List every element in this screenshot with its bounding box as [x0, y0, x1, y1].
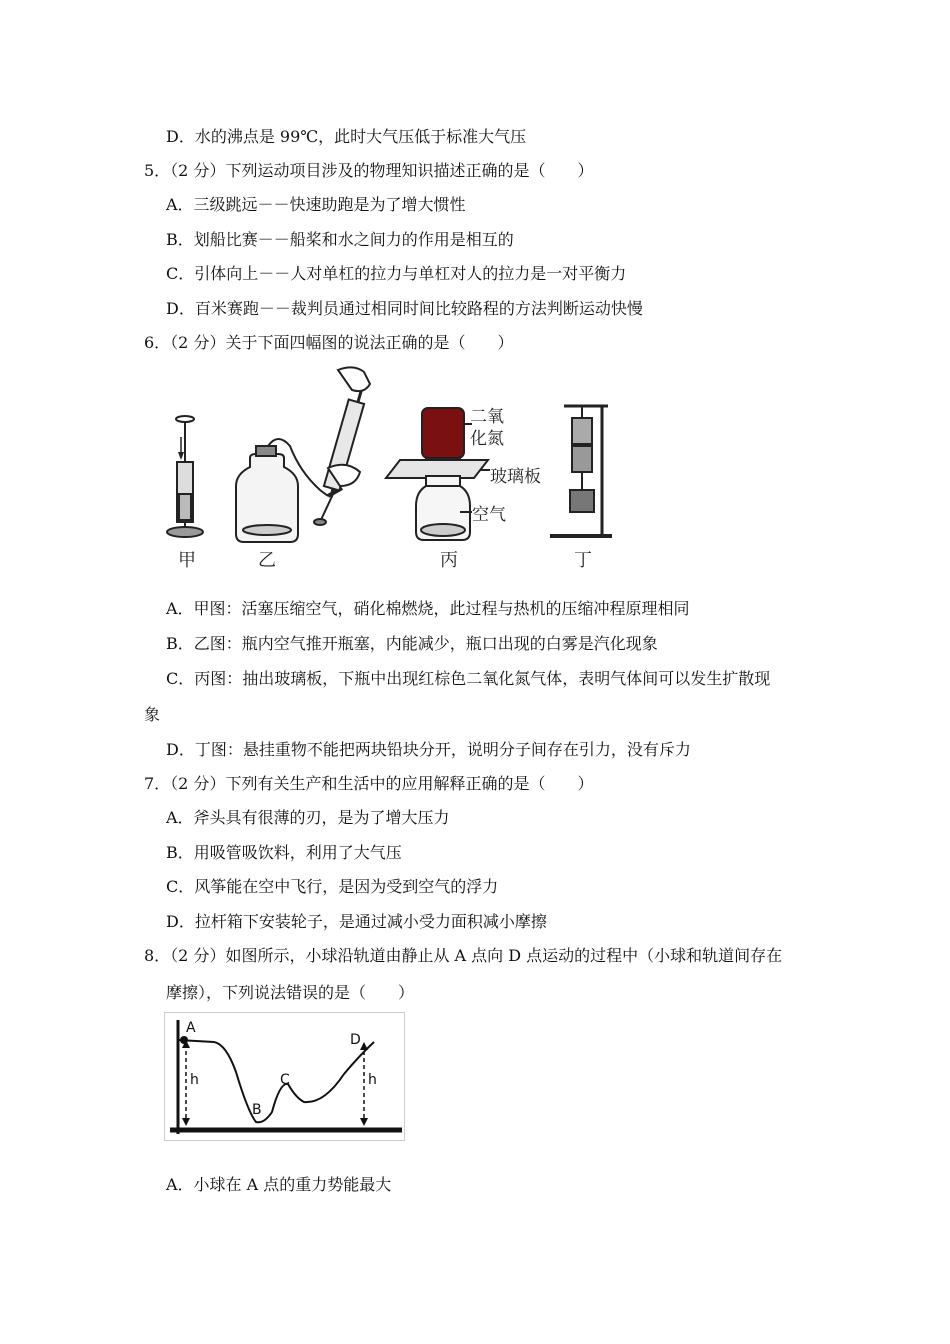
- label-h-left: h: [190, 1072, 199, 1088]
- q8-option-a: A．小球在 A 点的重力势能最大: [166, 1175, 392, 1194]
- q8-figure: [164, 1012, 406, 1142]
- q5-option-d: D．百米赛跑－－裁判员通过相同时间比较路程的方法判断运动快慢: [166, 299, 643, 318]
- figure-jia-pump: [167, 416, 203, 537]
- q7-option-b: B．用吸管吸饮料，利用了大气压: [166, 843, 402, 862]
- h-arrow-right-bottom: [360, 1118, 368, 1126]
- label-h-right: h: [368, 1072, 377, 1088]
- h-arrow-right-top: [360, 1042, 368, 1050]
- label-point-b: B: [252, 1102, 262, 1118]
- q8-stem-line1: 8．（2 分）如图所示，小球沿轨道由静止从 A 点向 D 点运动的过程中（小球和轨道间存在: [144, 946, 783, 965]
- q7-option-a: A．斧头具有很薄的刃，是为了增大压力: [166, 808, 450, 827]
- q5-option-c: C．引体向上－－人对单杠的拉力与单杠对人的拉力是一对平衡力: [166, 264, 627, 283]
- q6-option-c-line1: C．丙图：抽出玻璃板，下瓶中出现红棕色二氧化氮气体，表明气体间可以发生扩散现: [166, 669, 771, 688]
- q6-figure: [160, 362, 622, 572]
- q6-option-a: A．甲图：活塞压缩空气，硝化棉燃烧，此过程与热机的压缩冲程原理相同: [166, 599, 690, 618]
- figure-ding-stand: [550, 406, 612, 536]
- label-bing: 丙: [440, 550, 458, 571]
- q8-stem-line2: 摩擦），下列说法错误的是（ ）: [166, 983, 415, 1002]
- q6-option-c-line2: 象: [144, 705, 161, 724]
- track-curve: [178, 1040, 374, 1122]
- label-point-d: D: [350, 1032, 361, 1048]
- q7-stem: 7．（2 分）下列有关生产和生活中的应用解释正确的是（ ）: [144, 774, 594, 793]
- label-point-c: C: [280, 1072, 290, 1088]
- q7-option-c: C．风筝能在空中飞行，是因为受到空气的浮力: [166, 877, 499, 896]
- h-arrow-left-bottom: [182, 1118, 190, 1126]
- q8-figure-svg: [164, 1012, 406, 1142]
- q5-stem: 5．（2 分）下列运动项目涉及的物理知识描述正确的是（ ）: [144, 161, 594, 180]
- q6-stem: 6．（2 分）关于下面四幅图的说法正确的是（ ）: [144, 333, 514, 352]
- label-no2-line1: 二氧: [470, 407, 504, 427]
- q6-option-d: D．丁图：悬挂重物不能把两块铅块分开，说明分子间存在引力，没有斥力: [166, 740, 691, 759]
- label-air: 空气: [472, 505, 506, 525]
- label-yi: 乙: [258, 550, 276, 571]
- label-point-a: A: [186, 1020, 196, 1036]
- label-jia: 甲: [178, 550, 196, 571]
- q6-option-b: B．乙图：瓶内空气推开瓶塞，内能减少，瓶口出现的白雾是汽化现象: [166, 634, 658, 653]
- q5-option-a: A．三级跳远－－快速助跑是为了增大惯性: [166, 195, 466, 214]
- q4-option-d: D．水的沸点是 99℃，此时大气压低于标准大气压: [166, 127, 527, 146]
- figure-yi-bottle: [236, 367, 370, 542]
- label-ding: 丁: [574, 550, 592, 571]
- q6-figure-svg: [160, 362, 622, 572]
- q5-option-b: B．划船比赛－－船桨和水之间力的作用是相互的: [166, 230, 514, 249]
- label-glass: 玻璃板: [490, 467, 541, 487]
- label-no2-line2: 化氮: [470, 429, 504, 449]
- q7-option-d: D．拉杆箱下安装轮子，是通过减小受力面积减小摩擦: [166, 912, 547, 931]
